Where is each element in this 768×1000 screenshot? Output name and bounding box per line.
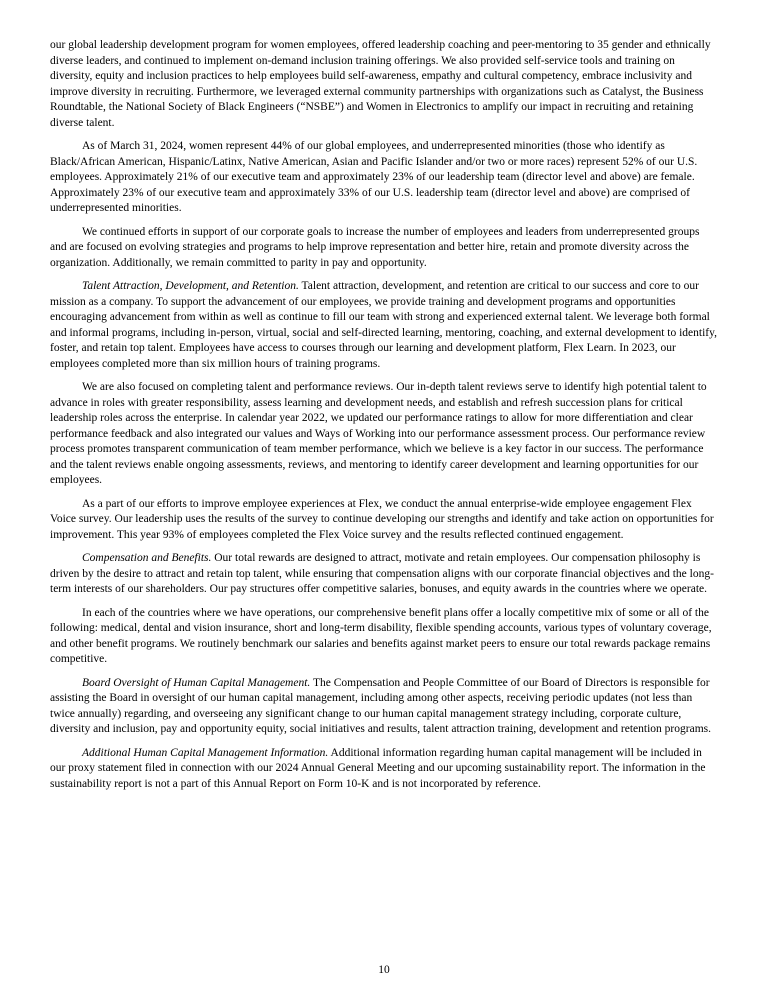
paragraph: [50, 279, 718, 372]
paragraph: [50, 225, 718, 272]
paragraph-text: Talent attraction, development, and retention are critical to our success and core to our mission as a company. To support the advancement of our employees, we provide training and development programs and opportunities encouraging advancement from within as well as continue to fill our team with strong and experienced external talent. We leverage both formal and informal programs, including in-person, virtual, social and self-directed learning, mentoring, coaching, and external development to identify, foster, and retain top talent. Employees have access to courses through our learning and development platform, Flex Learn. In 2023, our employees completed more than six million hours of training programs.: [50, 280, 718, 370]
paragraph-text: our global leadership development program for women employees, offered leadership coaching and peer-mentoring to 35 gender and ethnically diverse leaders, and continued to implement on-demand inclusion training offerings. We also provided self-service tools and training on diversity, equity and inclusion practices to help employees build self-awareness, empathy and cultural competency, embrace inclusivity and improve diversity in recruiting. Furthermore, we leveraged external community partnerships with organizations such as Catalyst, the Business Roundtable, the National Society of Black Engineers (“NSBE”) and Women in Electronics to amplify our impact in recruiting and retaining diverse talent.: [50, 39, 711, 129]
paragraph-lead-italic: Board Oversight of Human Capital Management.: [82, 676, 311, 689]
paragraph: [50, 606, 718, 668]
paragraph-text: Additional information regarding human capital management will be included in our proxy statement filed in connection with our 2024 Annual General Meeting and our upcoming sustainability report. The information in the sustainability report is not a part of this Annual Report on Form 10-K and is not incorporated by reference.: [50, 746, 706, 790]
paragraph-text: We are also focused on completing talent and performance reviews. Our in-depth talent reviews serve to identify high potential talent to advance in roles with greater responsibility, assess learning and development needs, and establish and refresh succession plans for critical leadership roles across the enterprise. In calendar year 2022, we updated our performance ratings to allow for more differentiation and clear performance feedback and also integrated our values and Ways of Working into our performance assessment process. Our performance review process promotes transparent communication of team member performance, which we believe is a key factor in our success. The performance and the talent reviews enable ongoing assessments, reviews, and mentoring to identify career development and learning opportunities for our employees.: [50, 381, 707, 486]
page-number: 10: [378, 963, 390, 976]
document-body: [50, 38, 718, 800]
paragraph-lead-italic: Additional Human Capital Management Information.: [82, 746, 329, 759]
paragraph: [50, 38, 718, 131]
paragraph: [50, 380, 718, 489]
paragraph-text: In each of the countries where we have operations, our comprehensive benefit plans offer a locally competitive mix of some or all of the following: medical, dental and vision insurance, short and long-term disability, flexible spending accounts, various types of voluntary coverage, and other benefit programs. We routinely benchmark our salaries and benefits against market peers to ensure our total rewards package remains competitive.: [50, 606, 712, 665]
paragraph-lead-italic: Talent Attraction, Development, and Retention.: [82, 280, 299, 292]
paragraph-text: As of March 31, 2024, women represent 44% of our global employees, and underrepresented minorities (those who identify as Black/African American, Hispanic/Latinx, Native American, Asian and Pacific Islander and/or two or more races) represent 52% of our U.S. employees. Approximately 21% of our executive team and approximately 23% of our leadership team (director level and above) are female. Approximately 23% of our executive team and approximately 33% of our U.S. leadership team (director level and above) are comprised of underrepresented minorities.: [50, 140, 698, 214]
paragraph-text: We continued efforts in support of our corporate goals to increase the number of employees and leaders from underrepresented groups and are focused on evolving strategies and programs to help improve representation and better hire, retain and promote diversity across the organization. Additionally, we remain committed to parity in pay and opportunity.: [50, 225, 700, 269]
paragraph-text: The Compensation and People Committee of our Board of Directors is responsible for assisting the Board in oversight of our human capital management, including among other aspects, receiving periodic updates (not less than twice annually) regarding, and overseeing any significant change to our human capital management strategy including, corporate culture, diversity and inclusion, pay and opportunity equity, social initiatives and results, talent attraction training, development and retention programs.: [50, 676, 711, 735]
paragraph: [50, 497, 718, 544]
paragraph-lead-italic: Compensation and Benefits.: [82, 552, 212, 564]
paragraph-text: As a part of our efforts to improve employee experiences at Flex, we conduct the annual enterprise-wide employee engagement Flex Voice survey. Our leadership uses the results of the survey to continue developing our strengths and identify and take action on opportunities for improvement. This year 93% of employees completed the Flex Voice survey and the results reflected continued engagement.: [50, 497, 714, 541]
paragraph: [50, 139, 718, 217]
paragraph-text: Our total rewards are designed to attract, motivate and retain employees. Our compensation philosophy is driven by the desire to attract and retain top talent, while ensuring that compensation aligns with our corporate financial objectives and the long-term interests of our shareholders. Our pay structures offer competitive salaries, bonuses, and equity awards in the countries where we operate.: [50, 552, 714, 595]
paragraph: [50, 746, 718, 793]
paragraph: [50, 676, 718, 738]
paragraph: [50, 551, 718, 598]
